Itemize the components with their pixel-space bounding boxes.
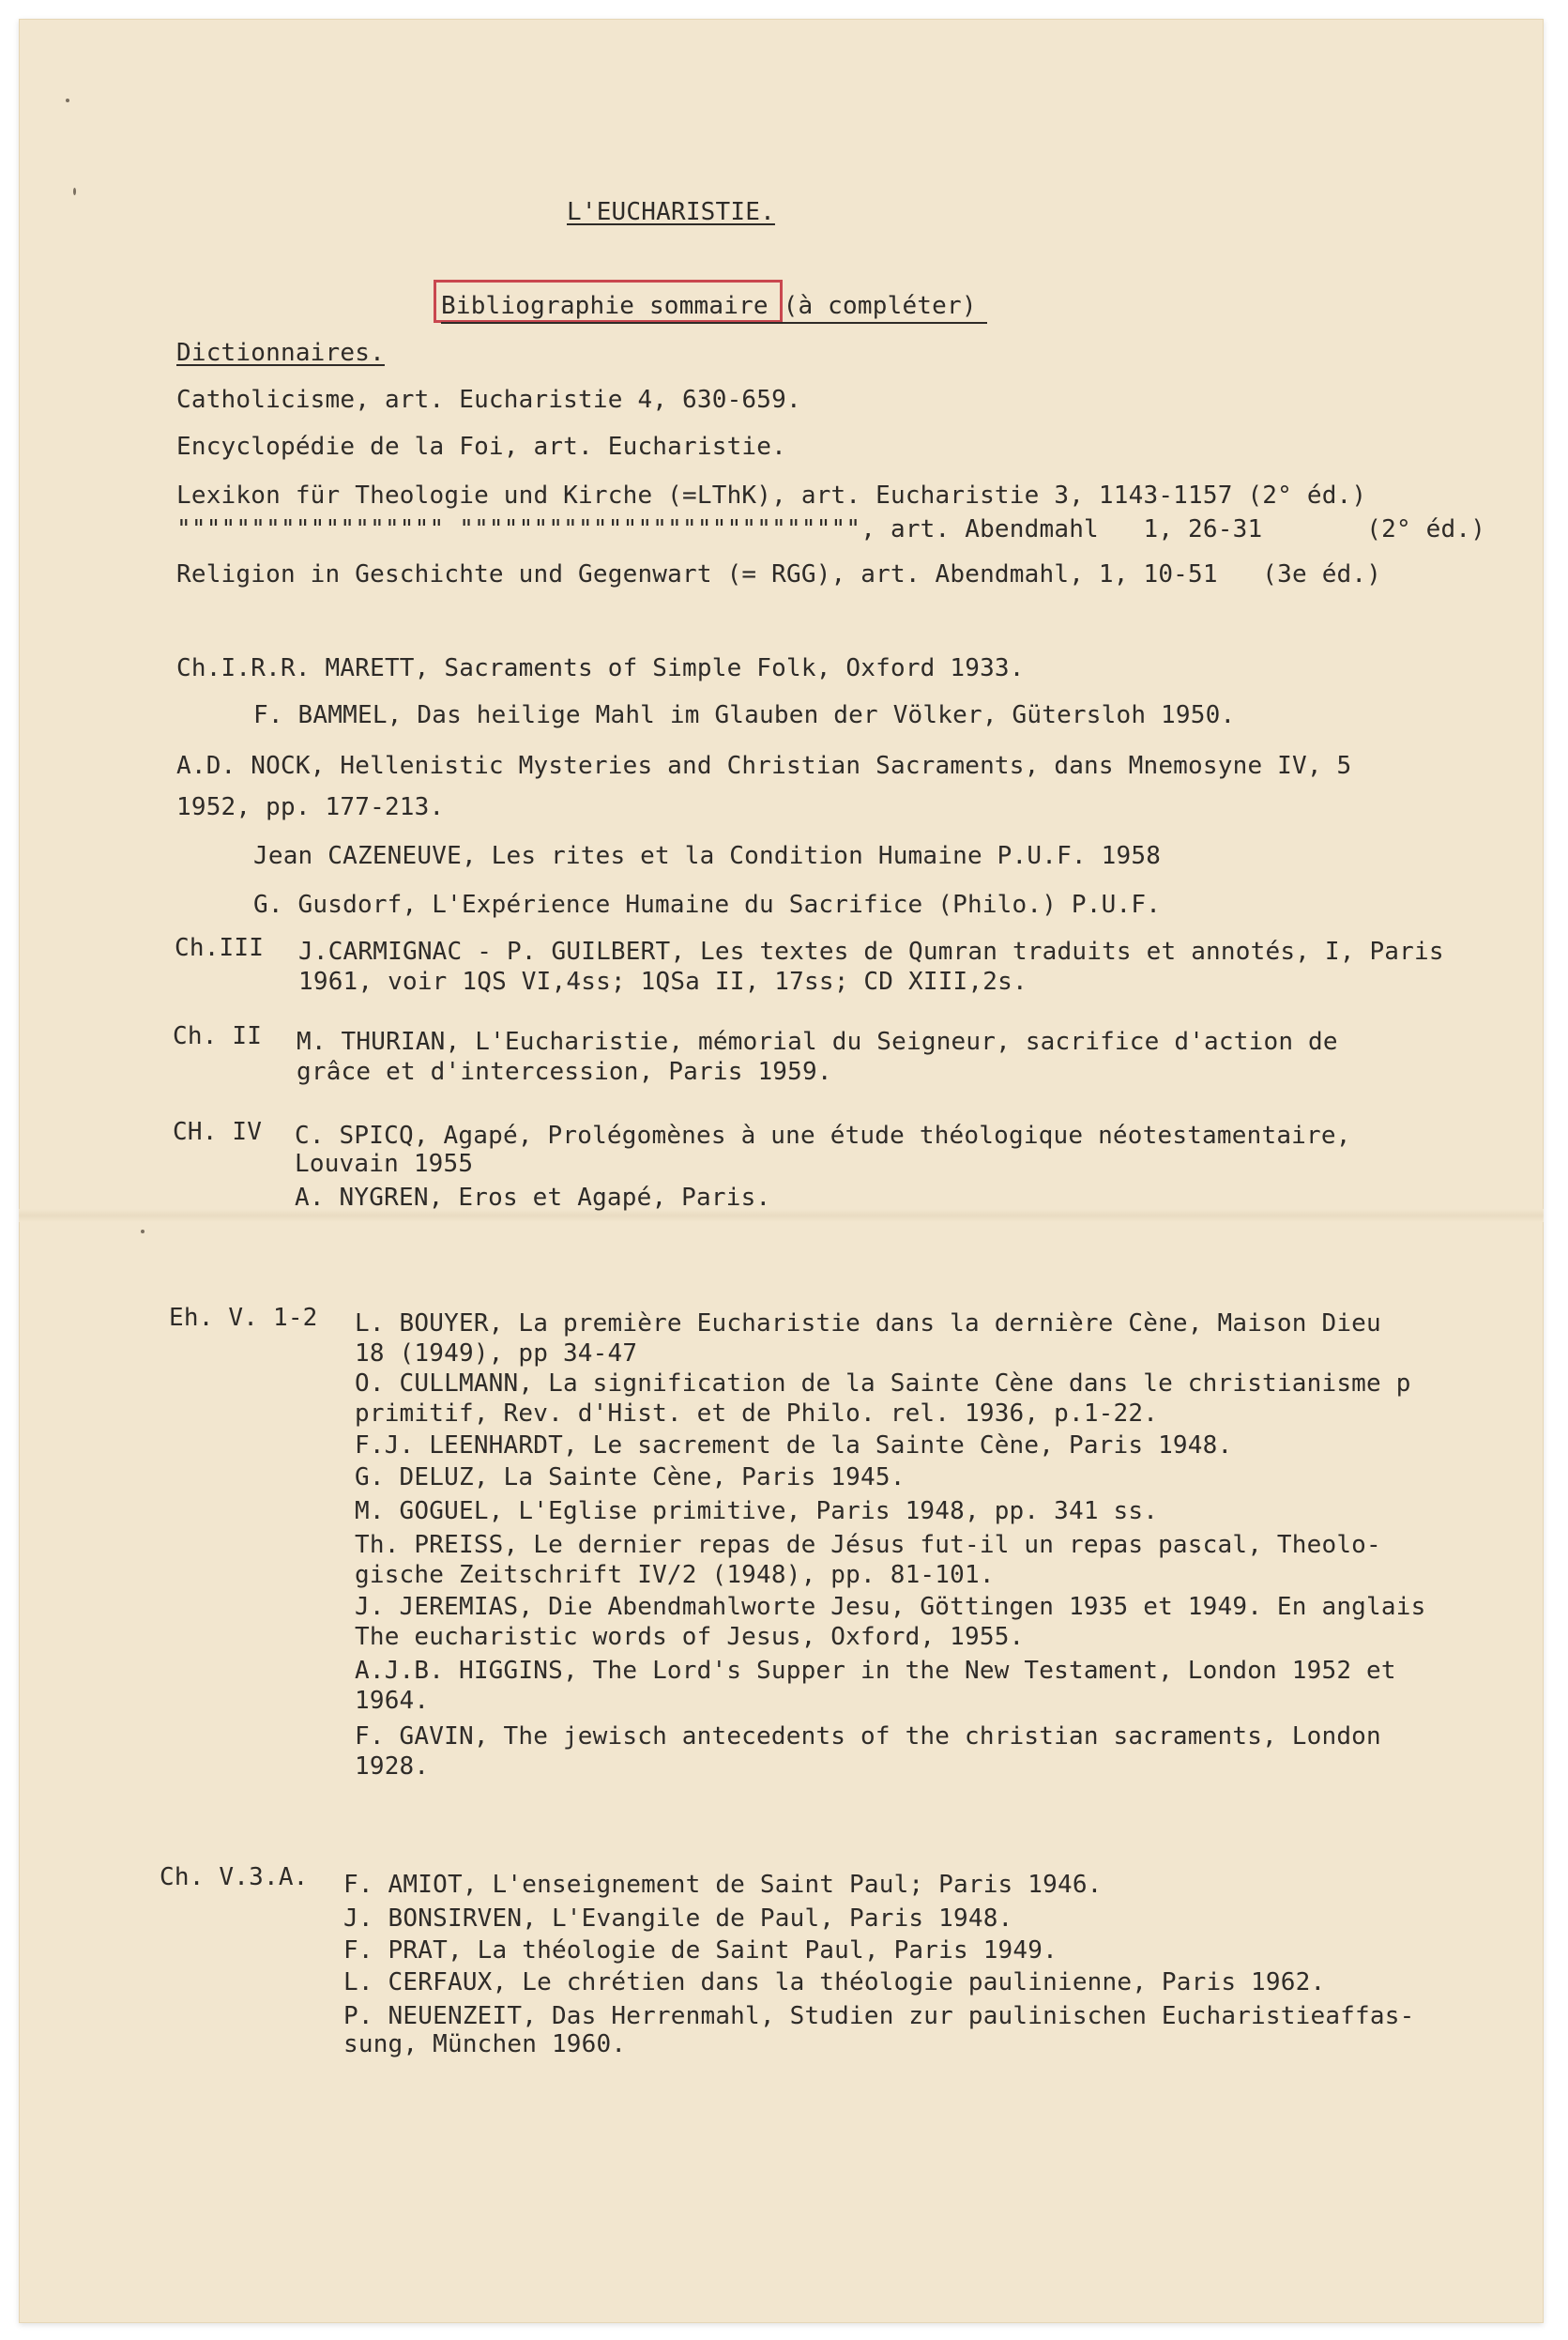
bib-entry: Ch.I.R.R. MARETT, Sacraments of Simple Folk, Oxford 1933.: [176, 654, 1025, 682]
bib-entry: 1961, voir 1QS VI,4ss; 1QSa II, 17ss; CD XIII,2s.: [298, 968, 1028, 996]
bib-entry: F. BAMMEL, Das heilige Mahl im Glauben der Völker, Gütersloh 1950.: [253, 701, 1236, 729]
dict-entry: Catholicisme, art. Eucharistie 4, 630-659.: [176, 386, 801, 414]
bib-entry: 1964.: [355, 1687, 430, 1715]
chapter-label: CH. IV: [173, 1118, 263, 1146]
dict-entry: Lexikon für Theologie und Kirche (=LThK), art. Eucharistie 3, 1143-1157 (2° éd.): [176, 482, 1367, 510]
section-heading-dictionnaires: Dictionnaires.: [176, 339, 385, 367]
speck: [66, 99, 69, 102]
bib-entry: 1952, pp. 177-213.: [176, 793, 445, 821]
bib-entry: F. GAVIN, The jewisch antecedents of the christian sacraments, London: [355, 1722, 1381, 1751]
bib-entry: 18 (1949), pp 34-47: [355, 1339, 638, 1368]
chapter-label: Ch. II: [173, 1022, 263, 1050]
bib-entry: O. CULLMANN, La signification de la Sainte Cène dans le christianisme p: [355, 1369, 1411, 1398]
bib-entry: C. SPICQ, Agapé, Prolégomènes à une étude théologique néotestamentaire,: [295, 1122, 1351, 1150]
bib-entry: Jean CAZENEUVE, Les rites et la Condition Humaine P.U.F. 1958: [253, 842, 1162, 870]
bib-entry: sung, München 1960.: [343, 2030, 627, 2058]
bib-entry: P. NEUENZEIT, Das Herrenmahl, Studien zur paulinischen Eucharistieaffas-: [343, 2002, 1415, 2030]
bib-entry: L. CERFAUX, Le chrétien dans la théologie paulinienne, Paris 1962.: [343, 1968, 1326, 1996]
speck: [73, 188, 76, 195]
bib-entry: primitif, Rev. d'Hist. et de Philo. rel. 1936, p.1-22.: [355, 1399, 1159, 1428]
bib-entry: F. AMIOT, L'enseignement de Saint Paul; Paris 1946.: [343, 1871, 1103, 1899]
chapter-label: Eh. V. 1-2: [169, 1304, 318, 1332]
bib-entry: grâce et d'intercession, Paris 1959.: [297, 1058, 832, 1086]
bib-entry: A.D. NOCK, Hellenistic Mysteries and Christian Sacraments, dans Mnemosyne IV, 5: [176, 752, 1352, 780]
bib-entry: L. BOUYER, La première Eucharistie dans la dernière Cène, Maison Dieu: [355, 1309, 1381, 1338]
speck: [141, 1230, 145, 1233]
dict-entry: """""""""""""""""" """"""""""""""""""""""""""", art. Abendmahl 1, 26-31 (2° éd.): [176, 515, 1486, 543]
dict-entry: Religion in Geschichte und Gegenwart (= RGG), art. Abendmahl, 1, 10-51 (3e éd.): [176, 560, 1382, 589]
bib-entry: A. NYGREN, Eros et Agapé, Paris.: [295, 1184, 771, 1212]
bib-entry: F.J. LEENHARDT, Le sacrement de la Sainte Cène, Paris 1948.: [355, 1431, 1233, 1460]
bib-entry: G. Gusdorf, L'Expérience Humaine du Sacrifice (Philo.) P.U.F.: [253, 891, 1162, 919]
bib-entry: J.CARMIGNAC - P. GUILBERT, Les textes de Qumran traduits et annotés, I, Paris: [298, 938, 1444, 966]
bib-entry: M. THURIAN, L'Eucharistie, mémorial du Seigneur, sacrifice d'action de: [297, 1028, 1338, 1056]
bib-entry: 1928.: [355, 1752, 430, 1781]
subtitle: Bibliographie sommaire (à compléter): [441, 292, 977, 320]
dict-entry: Encyclopédie de la Foi, art. Eucharistie.: [176, 433, 786, 461]
bib-entry: J. BONSIRVEN, L'Evangile de Paul, Paris 1948.: [343, 1904, 1013, 1933]
bib-entry: gische Zeitschrift IV/2 (1948), pp. 81-101.: [355, 1561, 995, 1589]
chapter-label: Ch.III: [175, 934, 265, 962]
page-title: L'EUCHARISTIE.: [567, 198, 775, 226]
bib-entry: J. JEREMIAS, Die Abendmahlworte Jesu, Göttingen 1935 et 1949. En anglais: [355, 1593, 1426, 1621]
bib-entry: Th. PREISS, Le dernier repas de Jésus fut-il un repas pascal, Theolo-: [355, 1531, 1381, 1559]
bib-entry: G. DELUZ, La Sainte Cène, Paris 1945.: [355, 1463, 906, 1491]
bib-entry: A.J.B. HIGGINS, The Lord's Supper in the New Testament, London 1952 et: [355, 1657, 1396, 1685]
bib-entry: The eucharistic words of Jesus, Oxford, 1955.: [355, 1623, 1025, 1651]
subtitle-underline: [441, 322, 987, 324]
bib-entry: Louvain 1955: [295, 1150, 474, 1178]
fold-crease: [19, 1209, 1544, 1222]
bib-entry: F. PRAT, La théologie de Saint Paul, Paris 1949.: [343, 1936, 1058, 1965]
bib-entry: M. GOGUEL, L'Eglise primitive, Paris 1948, pp. 341 ss.: [355, 1497, 1159, 1525]
chapter-label: Ch. V.3.A.: [160, 1863, 309, 1891]
